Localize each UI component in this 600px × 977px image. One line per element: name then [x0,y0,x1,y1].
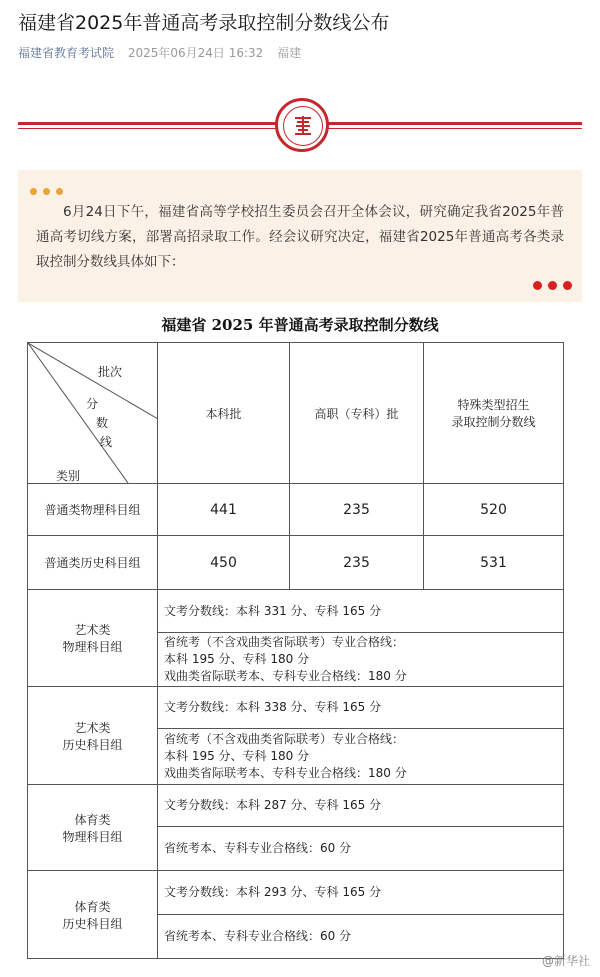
detail-block [158,729,564,785]
notice-box [18,170,582,302]
table-header-row [28,343,564,484]
batch-label: 批次 [98,365,123,379]
detail-line: 省统考（不含戏曲类省际联考）专业合格线： [164,732,405,746]
detail-line: 省统考本、专科专业合格线：60 分 [158,827,564,871]
score-value: 235 [290,536,424,590]
table-title: 福建省 2025 年普通高考录取控制分数线 [161,316,439,334]
group-category-line1: 艺术类 [74,720,111,735]
group-category [28,687,158,785]
score-label-1: 分 [86,397,99,411]
notice-text: 6月24日下午，福建省高等学校招生委员会召开全体会议，研究确定我省2025年普通高考切线方案，部署高招录取工作。经会议研究决定，福建省2025年普通高考各类录取控制分数线具体如下： [36,204,564,270]
score-value: 235 [290,484,424,536]
detail-line: 文考分数线：本科 287 分、专科 165 分 [158,785,564,827]
group-category [28,871,158,959]
article-meta [18,44,301,61]
group-category-line2: 物理科目组 [62,640,123,654]
table-row [28,484,564,536]
group-category-line2: 历史科目组 [62,737,123,752]
row-category: 普通类历史科目组 [28,536,158,590]
detail-line: 戏曲类省际联考本、专科专业合格线：180 分 [164,766,407,780]
group-category-line1: 体育类 [74,812,111,827]
publish-location: 福建 [277,46,302,60]
group-category [28,785,158,871]
detail-line: 文考分数线：本科 293 分、专科 165 分 [158,871,564,915]
detail-line: 文考分数线：本科 331 分、专科 165 分 [158,590,564,633]
col-header-undergrad: 本科批 [158,343,290,484]
score-value: 441 [158,484,290,536]
table-row [28,871,564,915]
decorative-red-dots-icon [527,275,572,294]
table-row [28,536,564,590]
detail-line: 本科 195 分、专科 180 分 [164,749,310,763]
score-value: 450 [158,536,290,590]
score-value: 520 [424,484,564,536]
col-header-vocational: 高职（专科）批 [290,343,424,484]
group-category-line2: 物理科目组 [62,829,123,844]
diagonal-header-cell [28,343,158,484]
publisher-link[interactable]: 福建省教育考试院 [18,46,115,60]
col-header-special [424,343,564,484]
category-label: 类别 [56,469,81,483]
group-category-line1: 艺术类 [74,623,111,637]
col-header-special-line2: 录取控制分数线 [451,415,536,429]
group-category-line1: 体育类 [74,899,111,914]
row-category: 普通类物理科目组 [28,484,158,536]
detail-line: 本科 195 分、专科 180 分 [164,652,310,666]
table-row [28,687,564,729]
detail-line: 省统考（不含戏曲类省际联考）专业合格线： [164,635,405,649]
publish-datetime: 2025年06月24日 16:32 [127,46,264,60]
exam-authority-seal-icon [275,98,329,152]
score-table [27,342,564,959]
table-row [28,785,564,827]
diagonal-lines [28,343,157,483]
watermark: @新华社 [541,954,590,968]
detail-block [158,633,564,687]
detail-line: 省统考本、专科专业合格线：60 分 [158,915,564,959]
score-label-2: 数 [96,416,109,430]
group-category [28,590,158,687]
detail-line: 戏曲类省际联考本、专科专业合格线：180 分 [164,669,407,683]
col-header-special-line1: 特殊类型招生 [457,398,530,412]
table-row [28,590,564,633]
group-category-line2: 历史科目组 [62,916,123,931]
score-label-3: 线 [100,435,113,449]
article-title: 福建省2025年普通高考录取控制分数线公布 [18,12,390,34]
decorative-dots-icon [30,180,69,199]
detail-line: 文考分数线：本科 338 分、专科 165 分 [158,687,564,729]
score-value: 531 [424,536,564,590]
